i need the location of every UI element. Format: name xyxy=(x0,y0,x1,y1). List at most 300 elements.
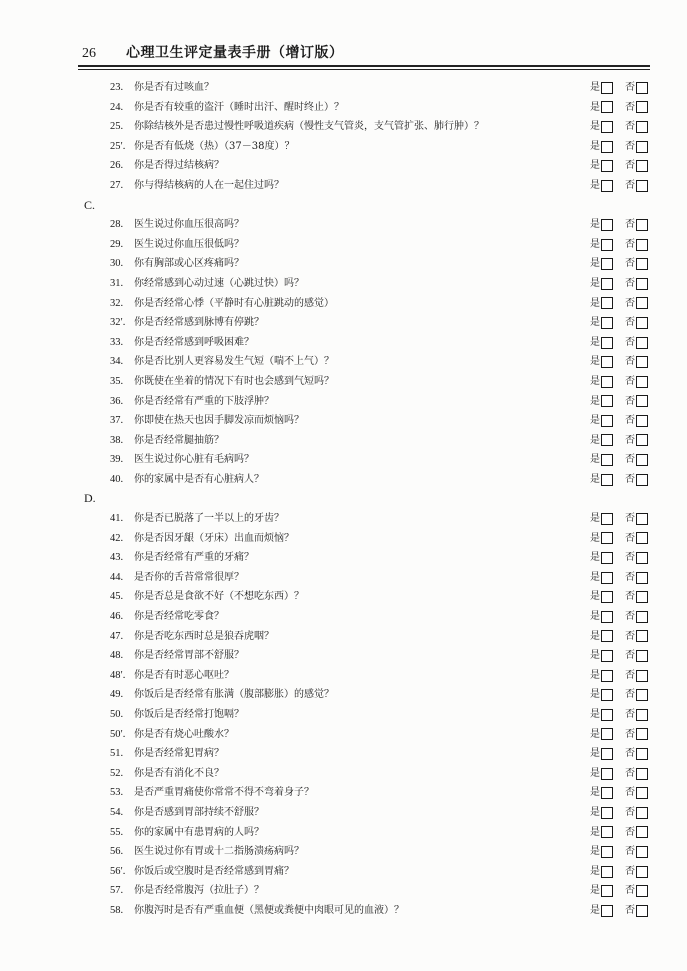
question-number: 47. xyxy=(110,630,124,642)
no-option xyxy=(625,529,648,549)
no-label: 否 xyxy=(625,317,635,329)
yes-label: 是 xyxy=(590,689,600,701)
yes-checkbox[interactable] xyxy=(601,826,613,838)
yes-label: 是 xyxy=(590,473,600,485)
question-row xyxy=(0,117,687,137)
no-option xyxy=(625,137,648,157)
question-row xyxy=(0,666,687,686)
yes-label: 是 xyxy=(590,669,600,681)
yes-label: 是 xyxy=(590,434,600,446)
yes-label: 是 xyxy=(590,121,600,133)
yes-option xyxy=(590,783,613,803)
question-text: 你是否经常心悸（平静时有心脏跳动的感觉） xyxy=(134,297,334,309)
yes-checkbox[interactable] xyxy=(601,787,613,799)
question-row xyxy=(0,842,687,862)
question-text: 你是否有较重的盗汗（睡时出汗、醒时终止）？ xyxy=(134,101,344,113)
question-text: 你是否经常腿抽筋？ xyxy=(134,434,224,446)
question-row xyxy=(0,215,687,235)
no-checkbox[interactable] xyxy=(636,141,648,153)
yes-checkbox[interactable] xyxy=(601,630,613,642)
no-label: 否 xyxy=(625,82,635,93)
question-row xyxy=(0,98,687,118)
yes-checkbox[interactable] xyxy=(601,219,613,231)
no-option xyxy=(625,901,648,921)
yes-checkbox[interactable] xyxy=(601,474,613,486)
question-number: 36. xyxy=(110,395,124,407)
no-checkbox[interactable] xyxy=(636,885,648,897)
question-text: 你是否有过咳血？ xyxy=(134,82,214,93)
question-row xyxy=(0,313,687,333)
no-label: 否 xyxy=(625,552,635,564)
yes-option xyxy=(590,587,613,607)
yes-checkbox[interactable] xyxy=(601,572,613,584)
no-label: 否 xyxy=(625,787,635,799)
yes-option xyxy=(590,764,613,784)
question-row xyxy=(0,646,687,666)
no-checkbox[interactable] xyxy=(636,728,648,740)
yes-checkbox[interactable] xyxy=(601,846,613,858)
yes-checkbox[interactable] xyxy=(601,82,613,94)
yes-checkbox[interactable] xyxy=(601,317,613,329)
no-checkbox[interactable] xyxy=(636,689,648,701)
question-row xyxy=(0,176,687,196)
question-number: 41. xyxy=(110,513,124,525)
no-checkbox[interactable] xyxy=(636,395,648,407)
yes-label: 是 xyxy=(590,532,600,544)
yes-label: 是 xyxy=(590,336,600,348)
yes-option xyxy=(590,392,613,412)
no-option xyxy=(625,450,648,470)
yes-checkbox[interactable] xyxy=(601,768,613,780)
question-text: 你是否有时恶心呕吐？ xyxy=(134,669,234,681)
yes-option xyxy=(590,548,613,568)
no-checkbox[interactable] xyxy=(636,239,648,251)
yes-label: 是 xyxy=(590,865,600,877)
yes-option xyxy=(590,215,613,235)
yes-checkbox[interactable] xyxy=(601,689,613,701)
yes-checkbox[interactable] xyxy=(601,807,613,819)
yes-option xyxy=(590,685,613,705)
yes-label: 是 xyxy=(590,846,600,858)
book-title: 心理卫生评定量表手册（增订版） xyxy=(126,45,344,61)
question-number: 28. xyxy=(110,219,124,231)
question-number: 48. xyxy=(110,650,124,662)
yes-checkbox[interactable] xyxy=(601,650,613,662)
question-number: 58. xyxy=(110,904,124,916)
no-checkbox[interactable] xyxy=(636,630,648,642)
yes-label: 是 xyxy=(590,591,600,603)
question-row xyxy=(0,137,687,157)
question-row xyxy=(0,607,687,627)
no-label: 否 xyxy=(625,571,635,583)
question-number: 52. xyxy=(110,767,124,779)
question-row xyxy=(0,803,687,823)
yes-option xyxy=(590,881,613,901)
no-option xyxy=(625,862,648,882)
yes-checkbox[interactable] xyxy=(601,434,613,446)
yes-label: 是 xyxy=(590,415,600,427)
yes-option xyxy=(590,137,613,157)
no-option xyxy=(625,215,648,235)
no-checkbox[interactable] xyxy=(636,337,648,349)
yes-option xyxy=(590,333,613,353)
no-checkbox[interactable] xyxy=(636,591,648,603)
no-option xyxy=(625,705,648,725)
yes-label: 是 xyxy=(590,767,600,779)
no-option xyxy=(625,881,648,901)
yes-option xyxy=(590,901,613,921)
no-option xyxy=(625,156,648,176)
question-row xyxy=(0,783,687,803)
question-number: 23. xyxy=(110,82,124,93)
question-number: 50. xyxy=(110,709,124,720)
no-checkbox[interactable] xyxy=(636,474,648,486)
question-number: 25. xyxy=(110,121,124,133)
yes-label: 是 xyxy=(590,787,600,799)
question-text: 是否你的舌苔常常很厚？ xyxy=(134,571,244,583)
no-label: 否 xyxy=(625,865,635,877)
no-label: 否 xyxy=(625,532,635,544)
question-number: 46. xyxy=(110,611,124,623)
yes-checkbox[interactable] xyxy=(601,415,613,427)
no-label: 否 xyxy=(625,356,635,368)
yes-option xyxy=(590,725,613,745)
no-checkbox[interactable] xyxy=(636,160,648,172)
no-option xyxy=(625,176,648,196)
no-option xyxy=(625,725,648,745)
yes-label: 是 xyxy=(590,297,600,309)
no-option xyxy=(625,392,648,412)
running-header xyxy=(82,42,344,64)
question-text: 你是否经常腹泻（拉肚子）？ xyxy=(134,885,264,897)
section-label: D. xyxy=(84,491,96,506)
question-number: 25′. xyxy=(110,140,126,152)
question-number: 43. xyxy=(110,552,124,564)
question-text: 你是否经常胃部不舒服？ xyxy=(134,650,244,662)
no-checkbox[interactable] xyxy=(636,748,648,760)
question-text: 医生说过你心脏有毛病吗？ xyxy=(134,454,254,466)
no-option xyxy=(625,313,648,333)
yes-checkbox[interactable] xyxy=(601,532,613,544)
yes-checkbox[interactable] xyxy=(601,748,613,760)
question-row xyxy=(0,431,687,451)
yes-option xyxy=(590,372,613,392)
yes-option xyxy=(590,411,613,431)
no-option xyxy=(625,607,648,627)
question-text: 你是否已脱落了一半以上的牙齿？ xyxy=(134,513,284,525)
question-number: 51. xyxy=(110,748,124,760)
yes-option xyxy=(590,352,613,372)
question-row xyxy=(0,705,687,725)
yes-label: 是 xyxy=(590,219,600,231)
no-label: 否 xyxy=(625,375,635,387)
no-label: 否 xyxy=(625,336,635,348)
question-text: 你是否有消化不良？ xyxy=(134,767,224,779)
yes-checkbox[interactable] xyxy=(601,278,613,290)
no-option xyxy=(625,431,648,451)
no-checkbox[interactable] xyxy=(636,376,648,388)
no-checkbox[interactable] xyxy=(636,650,648,662)
no-checkbox[interactable] xyxy=(636,415,648,427)
yes-checkbox[interactable] xyxy=(601,905,613,917)
no-label: 否 xyxy=(625,904,635,916)
question-text: 你是否经常感到呼吸困难？ xyxy=(134,336,254,348)
question-text: 医生说过你血压很高吗？ xyxy=(134,219,244,231)
question-row xyxy=(0,411,687,431)
no-label: 否 xyxy=(625,728,635,740)
no-option xyxy=(625,235,648,255)
question-text: 你是否经常有严重的下肢浮肿？ xyxy=(134,395,274,407)
no-option xyxy=(625,646,648,666)
question-text: 你即使在热天也因手脚发凉而烦恼吗？ xyxy=(134,415,304,427)
no-label: 否 xyxy=(625,140,635,152)
yes-checkbox[interactable] xyxy=(601,141,613,153)
question-row xyxy=(0,744,687,764)
yes-checkbox[interactable] xyxy=(601,337,613,349)
page-number: 26 xyxy=(82,46,96,61)
no-option xyxy=(625,274,648,294)
no-label: 否 xyxy=(625,473,635,485)
yes-checkbox[interactable] xyxy=(601,454,613,466)
yes-option xyxy=(590,235,613,255)
yes-label: 是 xyxy=(590,885,600,897)
no-checkbox[interactable] xyxy=(636,552,648,564)
question-number: 48′. xyxy=(110,669,126,681)
no-checkbox[interactable] xyxy=(636,826,648,838)
yes-label: 是 xyxy=(590,160,600,172)
question-text: 你与得结核病的人在一起住过吗？ xyxy=(134,179,284,191)
question-row xyxy=(0,235,687,255)
question-row xyxy=(0,450,687,470)
yes-label: 是 xyxy=(590,82,600,93)
yes-checkbox[interactable] xyxy=(601,395,613,407)
yes-option xyxy=(590,274,613,294)
yes-label: 是 xyxy=(590,709,600,720)
question-row xyxy=(0,392,687,412)
question-text: 是否严重胃痛使你常常不得不弯着身子？ xyxy=(134,787,314,799)
no-option xyxy=(625,411,648,431)
yes-label: 是 xyxy=(590,630,600,642)
no-checkbox[interactable] xyxy=(636,768,648,780)
yes-checkbox[interactable] xyxy=(601,709,613,721)
question-number: 38. xyxy=(110,434,124,446)
yes-label: 是 xyxy=(590,904,600,916)
question-row xyxy=(0,78,687,98)
yes-option xyxy=(590,627,613,647)
no-checkbox[interactable] xyxy=(636,709,648,721)
questionnaire xyxy=(0,78,687,921)
no-option xyxy=(625,470,648,490)
no-checkbox[interactable] xyxy=(636,807,648,819)
question-text: 你有胸部或心区疼痛吗？ xyxy=(134,258,244,270)
no-option xyxy=(625,333,648,353)
no-label: 否 xyxy=(625,611,635,623)
no-label: 否 xyxy=(625,297,635,309)
no-checkbox[interactable] xyxy=(636,101,648,113)
no-checkbox[interactable] xyxy=(636,278,648,290)
question-number: 50′. xyxy=(110,728,126,740)
yes-checkbox[interactable] xyxy=(601,866,613,878)
no-label: 否 xyxy=(625,650,635,662)
yes-checkbox[interactable] xyxy=(601,356,613,368)
yes-checkbox[interactable] xyxy=(601,121,613,133)
question-text: 你既使在坐着的情况下有时也会感到气短吗？ xyxy=(134,375,334,387)
question-text: 你的家属中是否有心脏病人？ xyxy=(134,473,264,485)
question-number: 55. xyxy=(110,826,124,838)
yes-checkbox[interactable] xyxy=(601,728,613,740)
no-label: 否 xyxy=(625,669,635,681)
question-row xyxy=(0,764,687,784)
question-text: 你的家属中有患胃病的人吗？ xyxy=(134,826,264,838)
yes-label: 是 xyxy=(590,238,600,250)
no-label: 否 xyxy=(625,689,635,701)
question-number: 29. xyxy=(110,238,124,250)
yes-checkbox[interactable] xyxy=(601,297,613,309)
yes-checkbox[interactable] xyxy=(601,552,613,564)
question-number: 31. xyxy=(110,277,124,289)
question-row xyxy=(0,587,687,607)
yes-label: 是 xyxy=(590,375,600,387)
no-checkbox[interactable] xyxy=(636,180,648,192)
yes-option xyxy=(590,156,613,176)
no-option xyxy=(625,666,648,686)
no-label: 否 xyxy=(625,101,635,113)
no-checkbox[interactable] xyxy=(636,454,648,466)
question-number: 42. xyxy=(110,532,124,544)
yes-option xyxy=(590,431,613,451)
yes-option xyxy=(590,98,613,118)
yes-option xyxy=(590,509,613,529)
yes-label: 是 xyxy=(590,806,600,818)
header-rule-thick xyxy=(78,65,650,67)
question-row xyxy=(0,862,687,882)
question-row xyxy=(0,823,687,843)
no-option xyxy=(625,372,648,392)
no-label: 否 xyxy=(625,395,635,407)
question-row xyxy=(0,509,687,529)
question-text: 你是否经常有严重的牙痛？ xyxy=(134,552,254,564)
no-checkbox[interactable] xyxy=(636,258,648,270)
question-number: 54. xyxy=(110,806,124,818)
yes-option xyxy=(590,744,613,764)
question-row xyxy=(0,254,687,274)
yes-label: 是 xyxy=(590,395,600,407)
no-label: 否 xyxy=(625,160,635,172)
question-row xyxy=(0,685,687,705)
yes-checkbox[interactable] xyxy=(601,611,613,623)
no-checkbox[interactable] xyxy=(636,317,648,329)
no-label: 否 xyxy=(625,826,635,838)
no-label: 否 xyxy=(625,748,635,760)
no-label: 否 xyxy=(625,415,635,427)
no-checkbox[interactable] xyxy=(636,219,648,231)
no-label: 否 xyxy=(625,513,635,525)
yes-checkbox[interactable] xyxy=(601,513,613,525)
yes-option xyxy=(590,450,613,470)
question-text: 你是否有烧心吐酸水？ xyxy=(134,728,234,740)
question-row xyxy=(0,529,687,549)
no-checkbox[interactable] xyxy=(636,513,648,525)
no-label: 否 xyxy=(625,258,635,270)
yes-label: 是 xyxy=(590,277,600,289)
no-checkbox[interactable] xyxy=(636,787,648,799)
yes-label: 是 xyxy=(590,454,600,466)
yes-checkbox[interactable] xyxy=(601,376,613,388)
no-label: 否 xyxy=(625,434,635,446)
yes-option xyxy=(590,862,613,882)
question-text: 你是否感到胃部持续不舒服？ xyxy=(134,806,264,818)
yes-checkbox[interactable] xyxy=(601,180,613,192)
no-option xyxy=(625,117,648,137)
no-checkbox[interactable] xyxy=(636,121,648,133)
no-label: 否 xyxy=(625,630,635,642)
question-number: 24. xyxy=(110,101,124,113)
no-option xyxy=(625,685,648,705)
yes-label: 是 xyxy=(590,552,600,564)
question-row xyxy=(0,725,687,745)
question-row xyxy=(0,470,687,490)
yes-label: 是 xyxy=(590,179,600,191)
yes-option xyxy=(590,568,613,588)
no-option xyxy=(625,744,648,764)
no-option xyxy=(625,509,648,529)
no-checkbox[interactable] xyxy=(636,572,648,584)
question-number: 39. xyxy=(110,454,124,466)
question-row xyxy=(0,568,687,588)
question-text: 你是否比别人更容易发生气短（喘不上气）？ xyxy=(134,356,334,368)
section-label: C. xyxy=(84,197,96,212)
question-row xyxy=(0,627,687,647)
yes-checkbox[interactable] xyxy=(601,885,613,897)
question-text: 你是否得过结核病？ xyxy=(134,160,224,172)
no-option xyxy=(625,803,648,823)
no-checkbox[interactable] xyxy=(636,866,648,878)
yes-label: 是 xyxy=(590,317,600,329)
question-text: 你腹泻时是否有严重血便（黑便或粪便中肉眼可见的血液）？ xyxy=(134,904,404,916)
yes-checkbox[interactable] xyxy=(601,670,613,682)
no-label: 否 xyxy=(625,277,635,289)
yes-checkbox[interactable] xyxy=(601,239,613,251)
no-label: 否 xyxy=(625,121,635,133)
no-checkbox[interactable] xyxy=(636,297,648,309)
question-text: 你除结核外是否患过慢性呼吸道疾病（慢性支气管炎，支气管扩张、肺行肿）？ xyxy=(134,121,484,133)
no-checkbox[interactable] xyxy=(636,356,648,368)
yes-label: 是 xyxy=(590,826,600,838)
no-checkbox[interactable] xyxy=(636,532,648,544)
yes-checkbox[interactable] xyxy=(601,591,613,603)
no-label: 否 xyxy=(625,709,635,720)
yes-checkbox[interactable] xyxy=(601,160,613,172)
question-text: 你是否经常吃零食？ xyxy=(134,611,224,623)
yes-option xyxy=(590,117,613,137)
question-row xyxy=(0,372,687,392)
no-checkbox[interactable] xyxy=(636,846,648,858)
yes-checkbox[interactable] xyxy=(601,101,613,113)
yes-label: 是 xyxy=(590,258,600,270)
yes-option xyxy=(590,646,613,666)
yes-checkbox[interactable] xyxy=(601,258,613,270)
no-checkbox[interactable] xyxy=(636,611,648,623)
no-checkbox[interactable] xyxy=(636,905,648,917)
yes-option xyxy=(590,313,613,333)
no-checkbox[interactable] xyxy=(636,434,648,446)
question-text: 你是否有低烧（热）（37－38度）？ xyxy=(134,140,295,152)
question-text: 你饭后或空腹时是否经常感到胃痛？ xyxy=(134,865,294,877)
no-checkbox[interactable] xyxy=(636,670,648,682)
no-checkbox[interactable] xyxy=(636,82,648,94)
question-text: 你是否经常感到脉博有停跳？ xyxy=(134,317,264,329)
no-label: 否 xyxy=(625,591,635,603)
